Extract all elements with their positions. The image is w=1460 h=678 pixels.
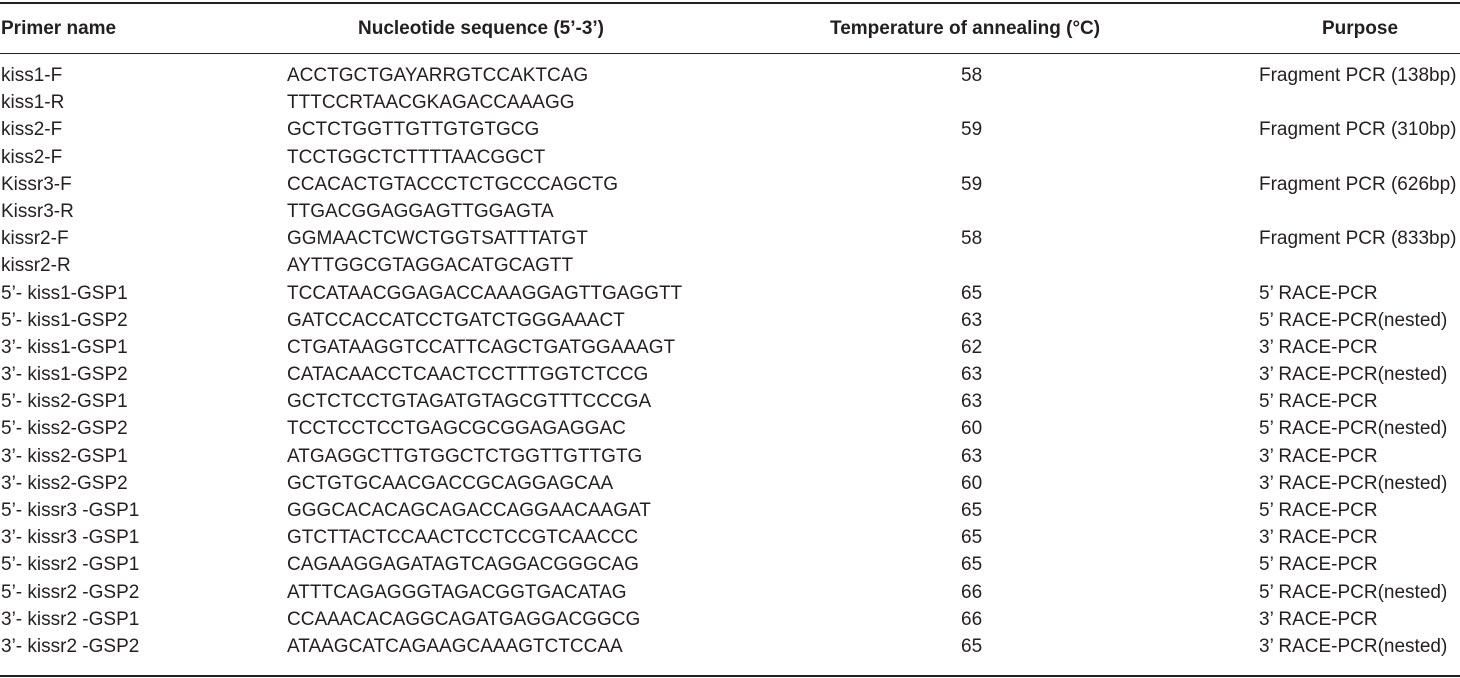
table-row [0, 89, 1460, 116]
cell-purpose: Fragment PCR (138bp) [1259, 65, 1457, 86]
cell-temperature: 58 [961, 228, 983, 250]
cell-purpose: 3’ RACE-PCR(nested) [1259, 364, 1448, 386]
cell-temperature: 60 [961, 418, 983, 440]
cell-sequence: GCTCTGGTTGTTGTGTGCG [287, 119, 540, 141]
cell-sequence: GTCTTACTCCAACTCCTCCGTCAACCC [287, 527, 639, 549]
cell-sequence: CCAAACACAGGCAGATGAGGACGGCG [287, 608, 641, 630]
cell-primer-name: 3’- kiss2-GSP2 [1, 472, 128, 494]
cell-sequence: GATCCACCATCCTGATCTGGGAAACT [287, 309, 625, 331]
cell-primer-name: 3’- kissr3 -GSP1 [1, 527, 140, 549]
cell-primer-name: 3’- kiss1-GSP2 [1, 364, 128, 386]
cell-sequence: ATTTCAGAGGGTAGACGGTGACATAG [287, 581, 627, 603]
cell-temperature: 65 [961, 527, 983, 549]
table-row [0, 144, 1460, 171]
cell-temperature: 58 [961, 65, 983, 86]
cell-purpose: 5’ RACE-PCR [1259, 391, 1378, 413]
cell-primer-name: kiss2-F [1, 119, 63, 141]
cell-sequence: CTGATAAGGTCCATTCAGCTGATGGAAAGT [287, 336, 676, 358]
cell-purpose: 5’ RACE-PCR [1259, 282, 1378, 304]
cell-purpose: 5’ RACE-PCR(nested) [1259, 309, 1448, 331]
cell-purpose: Fragment PCR (310bp) [1259, 119, 1457, 141]
cell-primer-name: Kissr3-R [1, 200, 74, 222]
cell-temperature: 63 [961, 445, 983, 467]
cell-primer-name: 3’- kissr2 -GSP1 [1, 608, 140, 630]
cell-temperature: 65 [961, 554, 983, 576]
table-header-rule [0, 53, 1460, 54]
cell-sequence: GCTGTGCAACGACCGCAGGAGCAA [287, 472, 614, 494]
cell-primer-name: 5’- kiss1-GSP2 [1, 309, 128, 331]
table-row [0, 171, 1460, 198]
table-row [0, 415, 1460, 442]
cell-purpose: 5’ RACE-PCR(nested) [1259, 581, 1448, 603]
table-row [0, 388, 1460, 415]
table-row [0, 334, 1460, 361]
table-row [0, 62, 1460, 89]
cell-temperature: 63 [961, 391, 983, 413]
table-row [0, 225, 1460, 252]
cell-primer-name: 5’- kiss2-GSP1 [1, 391, 128, 413]
cell-temperature: 66 [961, 581, 983, 603]
cell-primer-name: 3’- kiss2-GSP1 [1, 445, 128, 467]
table-row [0, 116, 1460, 143]
table-row [0, 198, 1460, 225]
cell-primer-name: 3’- kiss1-GSP1 [1, 336, 128, 358]
cell-sequence: ATAAGCATCAGAAGCAAAGTCTCCAA [287, 635, 623, 657]
cell-sequence: TTGACGGAGGAGTTGGAGTA [287, 200, 554, 222]
cell-temperature: 62 [961, 336, 983, 358]
cell-primer-name: 5’- kiss1-GSP1 [1, 282, 128, 304]
cell-sequence: GCTCTCCTGTAGATGTAGCGTTTCCCGA [287, 391, 652, 413]
cell-primer-name: 5’- kissr2 -GSP2 [1, 581, 140, 603]
header-annealing-temperature: Temperature of annealing (°C) [830, 18, 1101, 39]
cell-purpose: 3’ RACE-PCR [1259, 527, 1378, 549]
cell-primer-name: Kissr3-F [1, 173, 72, 195]
header-nucleotide-sequence: Nucleotide sequence (5’-3’) [358, 18, 605, 39]
cell-sequence: CCACACTGTACCCTCTGCCCAGCTG [287, 173, 619, 195]
cell-sequence: TCCTGGCTCTTTTAACGGCT [287, 146, 546, 168]
cell-sequence: GGGCACACAGCAGACCAGGAACAAGAT [287, 500, 651, 521]
table-row [0, 361, 1460, 388]
table-row [0, 470, 1460, 497]
cell-purpose: 3’ RACE-PCR [1259, 445, 1378, 467]
table-body [0, 62, 1460, 660]
cell-temperature: 65 [961, 635, 983, 657]
table-row [0, 252, 1460, 279]
table-row [0, 443, 1460, 470]
table-header-row [0, 4, 1460, 53]
cell-primer-name: kissr2-R [1, 255, 71, 277]
table-row [0, 633, 1460, 660]
cell-sequence: CATACAACCTCAACTCCTTTGGTCTCCG [287, 364, 649, 386]
cell-purpose: 3’ RACE-PCR(nested) [1259, 472, 1448, 494]
cell-primer-name: 3’- kissr2 -GSP2 [1, 635, 140, 657]
table-row [0, 280, 1460, 307]
table-row [0, 307, 1460, 334]
cell-sequence: GGMAACTCWCTGGTSATTTATGT [287, 228, 588, 250]
cell-sequence: TCCATAACGGAGACCAAAGGAGTTGAGGTT [287, 282, 683, 304]
cell-sequence: ACCTGCTGAYARRGTCCAKTCAG [287, 65, 589, 86]
table-row [0, 579, 1460, 606]
header-primer-name: Primer name [1, 18, 117, 39]
cell-purpose: 5’ RACE-PCR [1259, 500, 1378, 521]
table-row [0, 606, 1460, 633]
cell-temperature: 59 [961, 119, 983, 141]
cell-temperature: 65 [961, 500, 983, 521]
table-bottom-rule [0, 675, 1460, 677]
header-purpose: Purpose [1322, 18, 1399, 39]
cell-primer-name: 5’- kissr3 -GSP1 [1, 500, 140, 521]
cell-temperature: 63 [961, 364, 983, 386]
cell-sequence: TCCTCCTCCTGAGCGCGGAGAGGAC [287, 418, 626, 440]
table-row [0, 497, 1460, 524]
cell-purpose: 3’ RACE-PCR(nested) [1259, 635, 1448, 657]
cell-purpose: Fragment PCR (833bp) [1259, 228, 1457, 250]
cell-sequence: ATGAGGCTTGTGGCTCTGGTTGTTGTG [287, 445, 643, 467]
table-row [0, 524, 1460, 551]
cell-primer-name: kiss2-F [1, 146, 63, 168]
cell-purpose: 5’ RACE-PCR(nested) [1259, 418, 1448, 440]
cell-purpose: 3’ RACE-PCR [1259, 336, 1378, 358]
cell-temperature: 66 [961, 608, 983, 630]
cell-purpose: Fragment PCR (626bp) [1259, 173, 1457, 195]
cell-temperature: 63 [961, 309, 983, 331]
cell-primer-name: 5’- kiss2-GSP2 [1, 418, 128, 440]
cell-sequence: AYTTGGCGTAGGACATGCAGTT [287, 255, 574, 277]
cell-purpose: 5’ RACE-PCR [1259, 554, 1378, 576]
cell-primer-name: kissr2-F [1, 228, 69, 250]
cell-purpose: 3’ RACE-PCR [1259, 608, 1378, 630]
cell-temperature: 60 [961, 472, 983, 494]
cell-primer-name: kiss1-R [1, 92, 65, 114]
cell-temperature: 59 [961, 173, 983, 195]
cell-sequence: CAGAAGGAGATAGTCAGGACGGGCAG [287, 554, 639, 576]
cell-temperature: 65 [961, 282, 983, 304]
cell-sequence: TTTCCRTAACGKAGACCAAAGG [287, 92, 575, 114]
cell-primer-name: 5’- kissr2 -GSP1 [1, 554, 140, 576]
cell-primer-name: kiss1-F [1, 65, 63, 86]
table-row [0, 551, 1460, 578]
